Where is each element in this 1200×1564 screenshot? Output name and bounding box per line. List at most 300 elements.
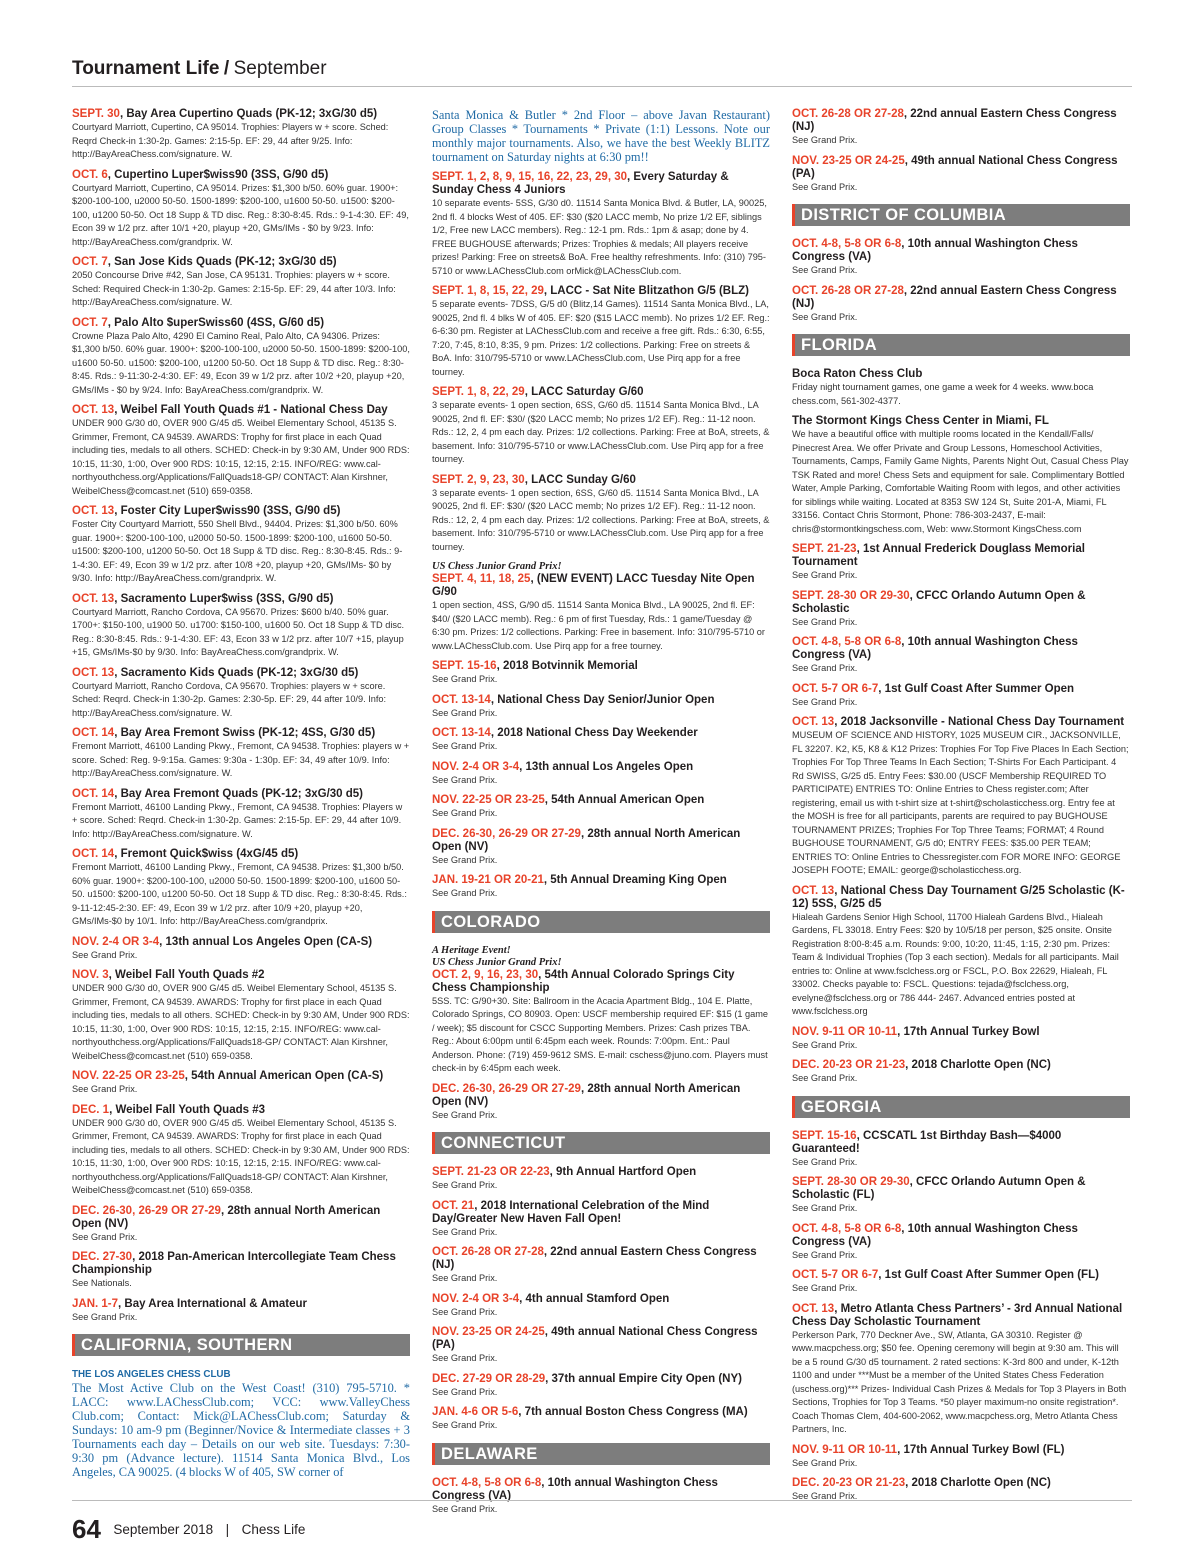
listing-details: See Grand Prix. bbox=[72, 949, 138, 960]
listing-title bbox=[72, 936, 410, 949]
listing-title bbox=[432, 1200, 770, 1226]
listing-title bbox=[792, 1176, 1130, 1202]
page-header bbox=[72, 58, 1132, 80]
listing-details: See Grand Prix. bbox=[72, 1231, 138, 1242]
listing-name: , 2018 Pan-American Intercollegiate Team Chess Championship bbox=[72, 1251, 396, 1276]
listing-name: , 17th Annual Turkey Bowl (FL) bbox=[897, 1443, 1065, 1456]
listing-date: NOV. 23-25 OR 24-25 bbox=[432, 1326, 545, 1338]
listing-details: Courtyard Marriott, Rancho Cordova, CA 95670. Prizes: $600 b/40. 50% guar. 1700+: $150-100, u1900 50. u1700: $150-100, u1600 50. Oct 18 Supp & TD disc. Reg.: 8:30-8:45. Rds.: 9-1-4:30. EF: 43, Econ 33 w 1/2 prz. after 10/7 +15, playup +15, GMs/IMs-$0 by 9/30. Info: BayAreaChess.com/grandprix. W. bbox=[72, 606, 405, 657]
listing-title bbox=[432, 969, 770, 995]
listing-name: , Bay Area Cupertino Quads (PK-12; 3xG/30 d5) bbox=[119, 108, 378, 120]
tournament-listing bbox=[432, 1373, 770, 1400]
header-rule bbox=[72, 86, 1132, 87]
listing-details: Crowne Plaza Palo Alto, 4290 El Camino Real, Palo Alto, CA 94306. Prizes: $1,300 b/50. 60% guar. 1900+: $200-100-100, u2000 50-50. 1500-1899: $200-100, u1600 50-50. u1500: $200-100, u1200 50-50. Oct 18 Supp & TD disc. Reg.: 8:30-8:45. Rds.: 9-11:30-2-4:30. EF: 49, Econ 39 w 1/2 prz. after 10/2 +20, playup +20, GMs/IMs - $0 by 9/24. Info: BayAreaChess.com/grandprix. W. bbox=[72, 330, 410, 395]
listing-title bbox=[432, 874, 770, 887]
header-slash: / bbox=[223, 58, 230, 79]
tournament-listing bbox=[72, 848, 410, 929]
listing-name: , Bay Area International & Amateur bbox=[118, 1297, 307, 1310]
listing-title bbox=[792, 238, 1130, 264]
listing-title bbox=[72, 1298, 410, 1311]
listing-date: OCT. 13 bbox=[72, 666, 115, 679]
listing-title bbox=[432, 1373, 770, 1386]
magazine-name: Chess Life bbox=[241, 1522, 306, 1537]
tournament-listing bbox=[72, 727, 410, 781]
listing-details: 2050 Concourse Drive #42, San Jose, CA 95131. Trophies: players w + score. Sched: Required Check-in 1:30-2p. Games: 2:15-5p. EF: 29, 44 after 10/3. Info: http://BayAreaChess.com/signature. W. bbox=[72, 270, 396, 307]
listing-name: , 7th annual Boston Chess Congress (MA) bbox=[518, 1406, 748, 1418]
listing-name: , 2018 Charlotte Open (NC) bbox=[905, 1059, 1051, 1071]
listing-name: , San Jose Kids Quads (PK-12; 3xG/30 d5) bbox=[107, 256, 337, 268]
listing-title bbox=[792, 683, 1130, 696]
tournament-listing bbox=[792, 238, 1130, 278]
listing-title bbox=[432, 1246, 770, 1272]
listing-details: Foster City Courtyard Marriott, 550 Shell Blvd., 94404. Prizes: $1,300 b/50. 60% guar. 1900+: $200-100-100, u2000 50-50. 1500-1899: $200-100, u1600 50-50. u1500: $200-100, u1200 50-50. Oct 18 Supp & TD disc. Reg.: 8:30-8:45. Rds.: 9-1-4:30. EF: 49, Econ 39 w 1/2 prz. after 10/8 +20, playup +20, GMs/IMs- $0 by 9/30. Info: http://BayAreaChess.com/grandprix. W. bbox=[72, 519, 403, 583]
listing-name: , LACC Saturday G/60 bbox=[524, 386, 644, 398]
tournament-listing bbox=[72, 593, 410, 660]
listing-name: , Weibel Fall Youth Quads #2 bbox=[108, 969, 265, 981]
tournament-listing bbox=[432, 761, 770, 788]
tournament-listing bbox=[432, 727, 770, 754]
listing-name: , 2018 Jacksonville - National Chess Day Tournament bbox=[834, 716, 1125, 728]
listing-details: UNDER 900 G/30 d0, OVER 900 G/45 d5. Weibel Elementary School, 45135 S. Grimmer, Fremont, CA 94539. AWARDS: Trophy for first place in each Quad including ties, medals to all others. SCHED: Check-in by 9:30 AM, Under 900 RDS: 10:15, 11:30, 1:00, Over 900 RDS: 10:15, 12:15, 2:15. INFO/REG: www.cal-northyouthchess.org/Applications/FallQuads18-GP/ CONTACT: Alan Kirshner, WeibelChess@comcast.net (510) 659-0358. bbox=[72, 1117, 410, 1195]
listing-title bbox=[432, 1326, 770, 1352]
listing-name: , Fremont Quick$wiss (4xG/45 d5) bbox=[114, 848, 299, 860]
listing-date: OCT. 4-8, 5-8 OR 6-8 bbox=[432, 1476, 542, 1489]
tournament-listing bbox=[432, 694, 770, 721]
tournament-listing bbox=[432, 285, 770, 379]
listing-name: Boca Raton Chess Club bbox=[792, 368, 923, 380]
listing-name: , 10th annual Washington Chess Congress (VA) bbox=[792, 636, 1078, 661]
listing-title bbox=[792, 590, 1130, 616]
listing-details: See Grand Prix. bbox=[432, 774, 498, 785]
grand-prix-tagline: US Chess Junior Grand Prix! bbox=[432, 956, 562, 968]
listing-date: SEPT. 4, 11, 18, 25 bbox=[432, 573, 531, 585]
heritage-tagline: A Heritage Event! bbox=[432, 944, 511, 956]
listing-title bbox=[432, 1166, 770, 1179]
listing-date: OCT. 13 bbox=[792, 716, 835, 728]
listing-name: , 49th annual National Chess Congress (PA) bbox=[792, 154, 1118, 180]
tournament-listing bbox=[432, 828, 770, 868]
listing-title bbox=[432, 761, 770, 774]
listing-name: , CFCC Orlando Autumn Open & Scholastic (FL) bbox=[792, 1176, 1086, 1201]
column-2 bbox=[432, 108, 770, 1523]
listing-name: , 49th annual National Chess Congress (PA) bbox=[432, 1326, 758, 1351]
listing-details: UNDER 900 G/30 d0, OVER 900 G/45 d5. Weibel Elementary School, 45135 S. Grimmer, Fremont, CA 94539. AWARDS: Trophy for first place in each Quad including ties, medals to all others. SCHED: Check-in by 9:30 AM, Under 900 RDS: 10:15, 11:30, 1:00, Over 900 RDS: 10:15, 12:15, 2:15. INFO/REG: www.cal-northyouthchess.org/Applications/FallQuads18-GP/ CONTACT: Alan Kirshner, WeibelChess@comcast.net (510) 659-0358. bbox=[72, 418, 410, 496]
listing-title bbox=[72, 969, 410, 982]
listing-name: , 28th annual North American Open (NV) bbox=[432, 1082, 741, 1108]
tournament-listing bbox=[72, 969, 410, 1063]
listing-title bbox=[72, 404, 410, 417]
listing-details: Hialeah Gardens Senior High School, 11700 Hialeah Gardens Blvd., Hialeah Gardens, FL 33018. Entry Fees: $20 by 10/5/18 per person, $25 onsite. Onsite Registration 8:00-8:45 a.m. Rounds: 9:00, 10:20, 11:45, 1:15, 2:30 pm. Prizes: Team & Individual Trophies (Top 3 each section). Medals for all participants. Mail entries to: Online at www.fsclchess.org or FSCL, P.O. Box 22629, Hialeah, FL 33002. Checks payable to: FSCL. Questions: tejada@fsclchess.org, evelyne@fsclchess.org or 786 444- 2467. Advanced entries posted at www.fsclchess.org bbox=[792, 911, 1119, 1016]
listing-name: , 1st Gulf Coast After Summer Open (FL) bbox=[878, 1269, 1099, 1281]
listing-date: OCT. 13 bbox=[72, 505, 115, 517]
listing-name: , 10th annual Washington Chess Congress (VA) bbox=[432, 1476, 718, 1502]
listing-title bbox=[792, 1223, 1130, 1249]
listing-details: Courtyard Marriott, Rancho Cordova, CA 95670. Trophies: players w + score. Sched: Reqrd. Check-in 1:30-2p. Games: 2:30-5p. EF: 29, 44 after 10/9. Info: http://BayAreaChess.com/signature. W. bbox=[72, 680, 387, 718]
listing-name: , 2018 National Chess Day Weekender bbox=[490, 727, 698, 739]
listing-details: Fremont Marriott, 46100 Landing Pkwy., Fremont, CA 94538. Prizes: $1,300 b/50. 60% guar. 1900+: $200-100-100, u2000 50-50. 1500-1899: $200-100, u1600 50-50. u1500: $200-100, u1200 50-50. Oct 18 Supp & TD disc. Reg.: 8:30-8:45. Rds.: 9-11-12:45-2:30. EF: 49, Econ 39 w 1/2 prz. after 10/9 +20, playup +20, GMs/IMs-$0 by 10/1. Info: http://BayAreaChess.com/grandprix. bbox=[72, 862, 407, 926]
listing-date: OCT. 14 bbox=[72, 727, 115, 739]
listing-name: , 28th annual North American Open (NV) bbox=[72, 1204, 381, 1230]
listing-name: , Cupertino Luper$wiss90 (3SS, G/90 d5) bbox=[107, 168, 329, 181]
listing-details: See Grand Prix. bbox=[432, 854, 498, 865]
listing-date: DEC. 1 bbox=[72, 1103, 110, 1116]
listing-date: OCT. 6 bbox=[72, 168, 108, 181]
tournament-listing bbox=[792, 368, 1130, 408]
listing-details: 3 separate events- 1 open section, 6SS, G/60 d5. 11514 Santa Monica Blvd., LA 90025, 2nd fl. EF: $30/ ($20 LACC memb; No prizes 1/2 EF). Reg.: 11-12 noon. Rds.: 12, 2, 4 pm each day. Prizes: 1/2 collections. Parking: Free at BoA, streets, & basement. Info: 310/795-5710 or www.LAChessClub.com. Use Pirq app for a free tourney. bbox=[432, 400, 770, 464]
listing-date: OCT. 13-14 bbox=[432, 727, 491, 739]
listing-date: SEPT. 15-16 bbox=[432, 660, 497, 672]
listing-date: DEC. 20-23 OR 21-23 bbox=[792, 1477, 906, 1489]
club-ad-text: Santa Monica & Butler * 2nd Floor – above Javan Restaurant) Group Classes * Tournaments * Private (1:1) Lessons. Note our monthly major tournaments. Also, we have the best Weekly BLITZ tournament on Saturday nights at 6:30 pm!! bbox=[432, 108, 770, 164]
listing-name: , 54th Annual Colorado Springs City Chess Championship bbox=[432, 968, 735, 994]
listing-details: Friday night tournament games, one game a week for 4 weeks. www.boca chess.com, 561-302-4377. bbox=[792, 382, 1094, 406]
tournament-listing bbox=[432, 1293, 770, 1320]
listing-title bbox=[432, 285, 770, 298]
listing-details: See Grand Prix. bbox=[792, 1073, 858, 1083]
listing-date: OCT. 13 bbox=[792, 884, 835, 897]
tournament-listing bbox=[432, 660, 770, 687]
listing-title bbox=[72, 1070, 410, 1083]
listing-name: , 13th annual Los Angeles Open bbox=[519, 760, 694, 773]
listing-date: OCT. 26-28 OR 27-28 bbox=[792, 284, 904, 297]
state-heading: CONNECTICUT bbox=[432, 1132, 770, 1154]
tournament-listing bbox=[72, 404, 410, 498]
listing-date: SEPT. 28-30 OR 29-30 bbox=[792, 1176, 910, 1188]
listing-title bbox=[72, 1251, 410, 1277]
listing-details: See Grand Prix. bbox=[72, 1311, 138, 1322]
listing-name: , 22nd annual Eastern Chess Congress (NJ) bbox=[792, 108, 1117, 133]
listing-name: , Weibel Fall Youth Quads #3 bbox=[109, 1103, 266, 1116]
listing-date: SEPT. 2, 9, 23, 30 bbox=[432, 473, 525, 486]
listing-title bbox=[792, 885, 1130, 911]
listing-date: NOV. 2-4 OR 3-4 bbox=[72, 935, 160, 948]
footer-separator: | bbox=[225, 1522, 230, 1537]
tournament-listing bbox=[792, 885, 1130, 1019]
listing-title bbox=[72, 505, 410, 518]
tournament-listing bbox=[432, 874, 770, 901]
listing-details: See Grand Prix. bbox=[432, 1503, 498, 1514]
tournament-listing bbox=[792, 108, 1130, 148]
listing-date: OCT. 13 bbox=[72, 592, 115, 605]
listing-title bbox=[792, 108, 1130, 134]
listing-details: Courtyard Marriott, Cupertino, CA 95014. Trophies: Players w + score. Sched: Reqrd Check-in 1:30-2p. Games: 2:15-5p. EF: 29, 44 after 9/25. Info: http://BayAreaChess.com/signature. W. bbox=[72, 122, 389, 159]
listing-date: SEPT. 1, 8, 22, 29 bbox=[432, 386, 525, 398]
listing-name: , Metro Atlanta Chess Partners’ - 3rd Annual National Chess Day Scholastic Tournament bbox=[792, 1302, 1123, 1328]
tournament-listing bbox=[792, 1059, 1130, 1086]
listing-title bbox=[792, 285, 1130, 311]
listing-title bbox=[72, 593, 410, 606]
listing-details: See Grand Prix. bbox=[432, 1180, 498, 1190]
tournament-listing bbox=[72, 108, 410, 162]
listing-name: , 28th annual North American Open (NV) bbox=[432, 827, 741, 853]
listing-details: See Grand Prix. bbox=[792, 1203, 858, 1213]
club-listing bbox=[432, 108, 770, 164]
listing-title bbox=[432, 727, 770, 740]
state-heading: FLORIDA bbox=[792, 334, 1130, 356]
tournament-listing bbox=[72, 1298, 410, 1325]
listing-date: OCT. 14 bbox=[72, 848, 115, 860]
listing-details: See Grand Prix. bbox=[432, 1353, 498, 1363]
listing-date: OCT. 7 bbox=[72, 256, 108, 268]
listing-date: OCT. 13 bbox=[792, 1302, 835, 1315]
tournament-listing bbox=[432, 1326, 770, 1366]
listing-name: , Sacramento Kids Quads (PK-12; 3xG/30 d5) bbox=[114, 666, 359, 679]
listing-date: SEPT. 30 bbox=[72, 108, 120, 120]
listing-title bbox=[432, 171, 770, 197]
listing-details: 10 separate events- 5SS, G/30 d0. 11514 Santa Monica Blvd. & Butler, LA, 90025, 2nd fl. 4 blocks West of 405. EF: $30 ($20 LACC memb, No prize 1/2 EF, siblings 1/2, Free new LACC members). Reg.: 12-1 pm. Rds.: 1pm & asap; done by 4. FREE BUGHOUSE afterwards; Prizes: Trophies & medals; All players receive prizes! Parking: Free on streets& BoA. Free healthy refreshments. Info: (310) 795-5710 or www.LAChessClub.com orMick@LAChessClub.com. bbox=[432, 198, 767, 276]
section-title: Tournament Life bbox=[72, 58, 220, 79]
listing-details: See Grand Prix. bbox=[792, 1283, 858, 1293]
listing-date: NOV. 9-11 OR 10-11 bbox=[792, 1025, 898, 1038]
listing-name: , 10th annual Washington Chess Congress (VA) bbox=[792, 238, 1078, 263]
listing-date: SEPT. 28-30 OR 29-30 bbox=[792, 589, 910, 602]
tournament-listing bbox=[72, 936, 410, 963]
listing-title bbox=[432, 1406, 770, 1419]
tournament-listing bbox=[432, 1246, 770, 1286]
listing-details: Fremont Marriott, 46100 Landing Pkwy., Fremont, CA 94538. Trophies: players w + score. Sched: Reg. 9-9:15a. Games: 9:30a - 1:30p. EF: 34, 49 after 10/9. Info: http://BayAreaChess.com/signature. W. bbox=[72, 741, 410, 778]
listing-name: , Bay Area Fremont Quads (PK-12; 3xG/30 d5) bbox=[114, 787, 364, 800]
listing-date: NOV. 22-25 OR 23-25 bbox=[432, 794, 545, 806]
listing-title bbox=[72, 848, 410, 861]
tournament-listing bbox=[792, 590, 1130, 630]
tournament-listing bbox=[792, 1026, 1130, 1053]
tournament-listing bbox=[792, 415, 1130, 536]
listing-title bbox=[72, 1104, 410, 1117]
listing-details: Courtyard Marriott, Cupertino, CA 95014. Prizes: $1,300 b/50. 60% guar. 1900+: $200-100-100, u2000 50-50. 1500-1899: $200-100, u1600 50-50. u1500: $200-100, u1200 50-50. Oct 18 Supp & TD disc. Reg.: 8:30-8:45. Rds.: 9-1-4:30. EF: 49, Econ 39 w 1/2 prz. after 10/1 +20, playup +20, GMs/IMs - $0 by 9/23. Info: http://BayAreaChess.com/grandprix. W. bbox=[72, 182, 409, 247]
listing-details: Perkerson Park, 770 Deckner Ave., SW, Atlanta, GA 30310. Register @ www.macpchess.org; $50 fee. Opening ceremony will begin at 9:30 am. This will be a 5 round G/30 d5 tournament. 2 rated sections: K-3rd 800 and under, K-12th 1100 and under ***Must be a member of the United States Chess Federation (uschess.org)*** Prizes- Individual Cash Prizes & Medals for Top 3 Players in Both Sections, Trophies for Top 3 Teams. *50 player maximum-no onsite registration*. Coach Thomas Clem, 404-600-2062, www.macpchess.org, Metro Atlanta Chess Partners, Inc. bbox=[792, 1329, 1127, 1434]
listing-title bbox=[432, 1083, 770, 1109]
page-footer bbox=[72, 1514, 305, 1545]
listing-date: NOV. 23-25 OR 24-25 bbox=[792, 154, 905, 167]
listing-date: OCT. 14 bbox=[72, 787, 115, 800]
tournament-listing bbox=[792, 716, 1130, 878]
listing-title bbox=[792, 543, 1130, 569]
club-name: THE LOS ANGELES CHESS CLUB bbox=[72, 1369, 231, 1380]
tournament-listing bbox=[792, 636, 1130, 676]
listing-details: UNDER 900 G/30 d0, OVER 900 G/45 d5. Weibel Elementary School, 45135 S. Grimmer, Fremont, CA 94539. AWARDS: Trophy for first place in each Quad including ties, medals to all others. SCHED: Check-in by 9:30 AM, Under 900 RDS: 10:15, 11:30, 1:00, Over 900 RDS: 10:15, 12:15, 2:15. INFO/REG: www.cal-northyouthchess.org/Applications/FallQuads18-GP/ CONTACT: Alan Kirshner, WeibelChess@comcast.net (510) 659-0358. bbox=[72, 983, 410, 1061]
listing-name: , (NEW EVENT) LACC Tuesday Nite Open G/90 bbox=[432, 573, 755, 598]
listing-name: , Bay Area Fremont Swiss (PK-12; 4SS, G/30 d5) bbox=[114, 727, 376, 739]
listing-date: OCT. 21 bbox=[432, 1199, 475, 1212]
listing-name: , Every Saturday & Sunday Chess 4 Juniors bbox=[432, 171, 729, 196]
listing-date: OCT. 5-7 OR 6-7 bbox=[792, 1269, 879, 1281]
listing-date: OCT. 5-7 OR 6-7 bbox=[792, 682, 879, 695]
listing-details: 5 separate events- 7DSS, G/5 d0 (Blitz,14 Games). 11514 Santa Monica Blvd., LA, 90025, 2nd fl. 4 blks W of 405. EF: $20 ($15 LACC memb). No prizes 1/2 EF. Reg.: 6-6:30 pm. Register at LAChessClub.com and receive a free gift. Rds.: 6:30, 6:55, 7:20, 7:45, 8:10, 8:35, 9 pm. Prizes: 1/2 collections. Parking: Free on streets & BoA. Info: 310/795-5710 or www.LAChessClub.com, Use Pirq app for a free tourney. bbox=[432, 299, 770, 377]
state-heading: GEORGIA bbox=[792, 1096, 1130, 1118]
listing-date: SEPT. 15-16 bbox=[792, 1129, 857, 1142]
tournament-listing bbox=[72, 1205, 410, 1245]
tournament-listing bbox=[72, 1251, 410, 1291]
tournament-listing bbox=[432, 1166, 770, 1193]
listing-date: NOV. 2-4 OR 3-4 bbox=[432, 760, 520, 773]
listing-details: See Grand Prix. bbox=[792, 1457, 858, 1468]
listing-date: OCT. 7 bbox=[72, 316, 108, 329]
heritage-tagline: US Chess Junior Grand Prix! bbox=[432, 561, 562, 572]
tournament-listing bbox=[432, 386, 770, 467]
issue-date: September 2018 bbox=[113, 1522, 214, 1537]
tournament-listing bbox=[72, 256, 410, 310]
listing-date: JAN. 4-6 OR 5-6 bbox=[432, 1406, 519, 1418]
tournament-listing bbox=[792, 1130, 1130, 1170]
tournament-listing bbox=[792, 285, 1130, 325]
listing-name: , LACC - Sat Nite Blitzathon G/5 (BLZ) bbox=[543, 285, 749, 297]
tournament-listing bbox=[792, 1176, 1130, 1216]
listing-date: NOV. 9-11 OR 10-11 bbox=[792, 1443, 898, 1456]
listing-details: 5SS. TC: G/90+30. Site: Ballroom in the Acacia Apartment Bldg., 104 E. Platte, Colorado Springs, CO 80903. Open: USCF membership required EF: $15 (1 game / week); $5 discount for CSCC Supporting Members. Prizes: Cash prizes TBA. Reg.: About 6:00pm until 6:45pm each week. Rounds: 7:00pm. Ent.: Paul Anderson. Phone: (719) 459-9612 SMS. E-mail: cschess@juno.com. Players must check-in by 6:45pm each week. bbox=[432, 995, 769, 1073]
listing-date: DEC. 26-30, 26-29 OR 27-29 bbox=[72, 1204, 221, 1217]
listing-date: SEPT. 21-23 bbox=[792, 543, 857, 555]
listing-name: , 17th Annual Turkey Bowl bbox=[897, 1025, 1040, 1038]
listing-date: NOV. 3 bbox=[72, 969, 109, 981]
listing-date: NOV. 2-4 OR 3-4 bbox=[432, 1292, 520, 1305]
listing-details: See Grand Prix. bbox=[432, 808, 498, 818]
listing-details: See Grand Prix. bbox=[432, 1420, 498, 1430]
listing-name: , National Chess Day Senior/Junior Open bbox=[490, 693, 715, 706]
listing-title bbox=[72, 317, 410, 330]
listing-title bbox=[72, 256, 410, 269]
listing-name: , 5th Annual Dreaming King Open bbox=[543, 874, 727, 886]
tournament-listing bbox=[432, 171, 770, 278]
listing-name: , Palo Alto $uperSwiss60 (4SS, G/60 d5) bbox=[107, 316, 325, 329]
listing-title bbox=[72, 1205, 410, 1231]
listing-title bbox=[72, 727, 410, 740]
tournament-listing bbox=[432, 1083, 770, 1123]
listing-title bbox=[72, 108, 410, 121]
listing-date: SEPT. 1, 8, 15, 22, 29 bbox=[432, 285, 544, 297]
listing-name: , LACC Sunday G/60 bbox=[524, 473, 636, 486]
listing-details: See Grand Prix. bbox=[792, 616, 858, 627]
tournament-listing bbox=[72, 788, 410, 842]
tournament-listing bbox=[792, 543, 1130, 583]
state-heading: COLORADO bbox=[432, 911, 770, 933]
listing-title bbox=[792, 716, 1130, 729]
listing-title bbox=[432, 386, 770, 399]
listing-details: See Grand Prix. bbox=[432, 707, 498, 718]
listing-details: See Grand Prix. bbox=[72, 1084, 138, 1094]
listing-date: DEC. 27-29 OR 28-29 bbox=[432, 1372, 546, 1385]
listing-title bbox=[792, 1269, 1130, 1282]
tournament-listing bbox=[792, 1223, 1130, 1263]
listing-date: OCT. 4-8, 5-8 OR 6-8 bbox=[792, 238, 902, 250]
listing-title bbox=[792, 1477, 1130, 1490]
listing-date: OCT. 26-28 OR 27-28 bbox=[792, 108, 904, 120]
listing-details: See Grand Prix. bbox=[432, 674, 498, 684]
tournament-listing bbox=[432, 1406, 770, 1433]
listing-name: , 2018 Charlotte Open (NC) bbox=[905, 1477, 1051, 1489]
listing-date: DEC. 26-30, 26-29 OR 27-29 bbox=[432, 827, 581, 840]
column-1 bbox=[72, 108, 410, 1486]
listing-date: SEPT. 21-23 OR 22-23 bbox=[432, 1166, 550, 1178]
tournament-listing bbox=[432, 1477, 770, 1517]
listing-name: , Sacramento Luper$wiss (3SS, G/90 d5) bbox=[114, 592, 334, 605]
listing-title bbox=[792, 636, 1130, 662]
tournament-listing bbox=[792, 683, 1130, 710]
listing-name: , CFCC Orlando Autumn Open & Scholastic bbox=[792, 589, 1086, 615]
listing-name: , 37th annual Empire City Open (NY) bbox=[545, 1372, 742, 1385]
listing-date: OCT. 13 bbox=[72, 404, 115, 416]
listing-details: See Grand Prix. bbox=[792, 663, 858, 673]
listing-details: Fremont Marriott, 46100 Landing Pkwy., Fremont, CA 94538. Trophies: Players w + score. Sched: Reqrd. Check-in 1:30-2p. Games: 2:15-5p. EF: 29, 44 after 10/9. Info: http://BayAreaChess.com/signature. W. bbox=[72, 801, 403, 839]
footer-rule bbox=[72, 1500, 1132, 1501]
listing-date: OCT. 4-8, 5-8 OR 6-8 bbox=[792, 636, 902, 648]
tournament-listing bbox=[432, 794, 770, 821]
listing-details: See Grand Prix. bbox=[792, 1039, 858, 1050]
listing-name: , 1st Gulf Coast After Summer Open bbox=[878, 682, 1075, 695]
listing-title bbox=[432, 694, 770, 707]
listing-name: , 22nd annual Eastern Chess Congress (NJ) bbox=[432, 1246, 757, 1271]
listing-title bbox=[792, 155, 1130, 181]
listing-name: , 13th annual Los Angeles Open (CA-S) bbox=[159, 935, 373, 948]
tournament-listing bbox=[72, 169, 410, 250]
listing-details: See Grand Prix. bbox=[792, 265, 858, 275]
listing-details: See Grand Prix. bbox=[432, 741, 498, 751]
tournament-listing bbox=[432, 1200, 770, 1240]
listing-date: JAN. 19-21 OR 20-21 bbox=[432, 874, 544, 886]
listing-details: See Grand Prix. bbox=[792, 181, 858, 192]
listing-date: DEC. 27-30 bbox=[72, 1251, 133, 1263]
listing-details: See Nationals. bbox=[72, 1278, 132, 1288]
listing-title bbox=[72, 169, 410, 182]
listing-date: SEPT. 1, 2, 8, 9, 15, 16, 22, 23, 29, 30 bbox=[432, 171, 627, 183]
listing-title bbox=[432, 660, 770, 673]
listing-title bbox=[432, 474, 770, 487]
listing-name: , 9th Annual Hartford Open bbox=[549, 1166, 697, 1178]
listing-date: JAN. 1-7 bbox=[72, 1297, 119, 1310]
tournament-listing bbox=[432, 561, 770, 653]
listing-details: 3 separate events- 1 open section, 6SS, G/60 d5. 11514 Santa Monica Blvd., LA 90025, 2nd fl. EF: $30/ ($20 LACC memb; No prizes 1/2 EF). Reg.: 11-12 noon. Rds.: 12, 2, 4 pm each day. Prizes: 1/2 collections. Parking: Free at BoA, streets, & basement. Info: 310/795-5710 or www.LAChessClub.com. Use Pirq app for a free tourney. bbox=[432, 487, 770, 552]
listing-date: NOV. 22-25 OR 23-25 bbox=[72, 1070, 185, 1082]
tournament-listing bbox=[792, 155, 1130, 195]
listing-name: , 10th annual Washington Chess Congress (VA) bbox=[792, 1222, 1078, 1248]
listing-date: DEC. 26-30, 26-29 OR 27-29 bbox=[432, 1082, 581, 1095]
page-number: 64 bbox=[72, 1514, 101, 1544]
listing-details: We have a beautiful office with multiple rooms located in the Kendall/Falls/ Pinecrest Area. We offer Private and Group Lessons, Homeschool Activities, Tournaments, Camps, Family Game Nights, Parents Night Out, Casual Chess Play TSK Rated and more! Chess Sets and equipment for sale. Complimentary Bottled Water, Ample Parking, Comfortable Waiting Room with legos, and other activities for siblings while waiting. Located at 8353 SW 124 St, Suite 201-A, Miami, FL 33156. Contact Chris Stormont, Phone: 786-303-2437, E-mail: chris@stormontkingschess.com, Web: www.Stormont KingsChess.com bbox=[792, 429, 1129, 534]
listing-title bbox=[792, 1130, 1130, 1156]
listing-title bbox=[432, 1293, 770, 1306]
listing-name: , 22nd annual Eastern Chess Congress (NJ) bbox=[792, 284, 1117, 310]
listing-title bbox=[72, 667, 410, 680]
listing-title bbox=[72, 788, 410, 801]
listing-date: OCT. 4-8, 5-8 OR 6-8 bbox=[792, 1222, 902, 1235]
listing-name: , 4th annual Stamford Open bbox=[519, 1292, 670, 1305]
listing-name: , Weibel Fall Youth Quads #1 - National Chess Day bbox=[114, 404, 388, 416]
listing-name: , Foster City Luper$wiss90 (3SS, G/90 d5) bbox=[114, 505, 341, 517]
listing-name: , 54th Annual American Open bbox=[544, 794, 705, 806]
listing-details: See Grand Prix. bbox=[792, 311, 858, 322]
listing-details: See Grand Prix. bbox=[792, 570, 858, 580]
listing-title bbox=[432, 794, 770, 807]
listing-name: , 1st Annual Frederick Douglass Memorial Tournament bbox=[792, 543, 1085, 568]
listing-name: , 54th Annual American Open (CA-S) bbox=[184, 1070, 384, 1082]
listing-details: See Grand Prix. bbox=[792, 1156, 858, 1167]
listing-date: OCT. 2, 9, 16, 23, 30 bbox=[432, 968, 539, 981]
listing-date: OCT. 13-14 bbox=[432, 693, 491, 706]
listing-details: See Grand Prix. bbox=[432, 1226, 498, 1237]
listing-details: See Grand Prix. bbox=[792, 1491, 858, 1501]
tournament-listing bbox=[792, 1303, 1130, 1437]
listing-details: See Grand Prix. bbox=[792, 1249, 858, 1260]
listing-date: OCT. 26-28 OR 27-28 bbox=[432, 1246, 544, 1258]
listing-details: 1 open section, 4SS, G/90 d5. 11514 Santa Monica Blvd., LA 90025, 2nd fl. EF: $40/ ($20 LACC memb). Reg.: 6 pm of first Tuesday, Rds.: 1 game/Tuesday @ 6:30 pm. Prizes: 1/2 collections. Parking: Free in basement. Info: 310/795-5710 or www.LAChessClub.com. Use Pirq app for a free tourney. bbox=[432, 600, 765, 651]
listing-title bbox=[792, 1059, 1130, 1072]
listing-details: See Grand Prix. bbox=[432, 888, 498, 898]
listing-name: , National Chess Day Tournament G/25 Scholastic (K-12) 5SS, G/25 d5 bbox=[792, 884, 1125, 910]
listing-name: The Stormont Kings Chess Center in Miami, FL bbox=[792, 415, 1049, 427]
listing-details: MUSEUM OF SCIENCE AND HISTORY, 1025 MUSEUM CIR., JACKSONVILLE, FL 32207. K2, K5, K8 & K12 Prizes: Trophies For Top Five Places In Each Section; Trophies For Top Three Teams In Each Section; T-Shirts For Each Participant. 4 Rd SWISS, G/25 d5. Entry Fees: $30.00 (USCF Membership REQUIRED TO PARTICIPATE) ENTRIES TO: Online Entries to Chess register.com; After registering, email us with t-shirt size at t-shirt@scholasticchess.org. Entry fee at the MOSH is free for all participants, parents are required to pay BUGHOUSE TOURNAMENT PRIZES; Trophies For Top Three Teams; FORMAT; 4 Round BUGHOUSE TOURNAMENT, G/5 d0; ENTRY FEES: $35.00 PER TEAM; ENTRIES TO: Online Entries to Chessregister.com FOR MORE INFO: GEORGE JOSEPH FOOTE; EMAIL: george@scholasticchess.org. bbox=[792, 730, 1129, 875]
tournament-listing bbox=[792, 1444, 1130, 1471]
tournament-listing bbox=[72, 505, 410, 586]
listing-name: , 2018 Botvinnik Memorial bbox=[496, 660, 638, 672]
